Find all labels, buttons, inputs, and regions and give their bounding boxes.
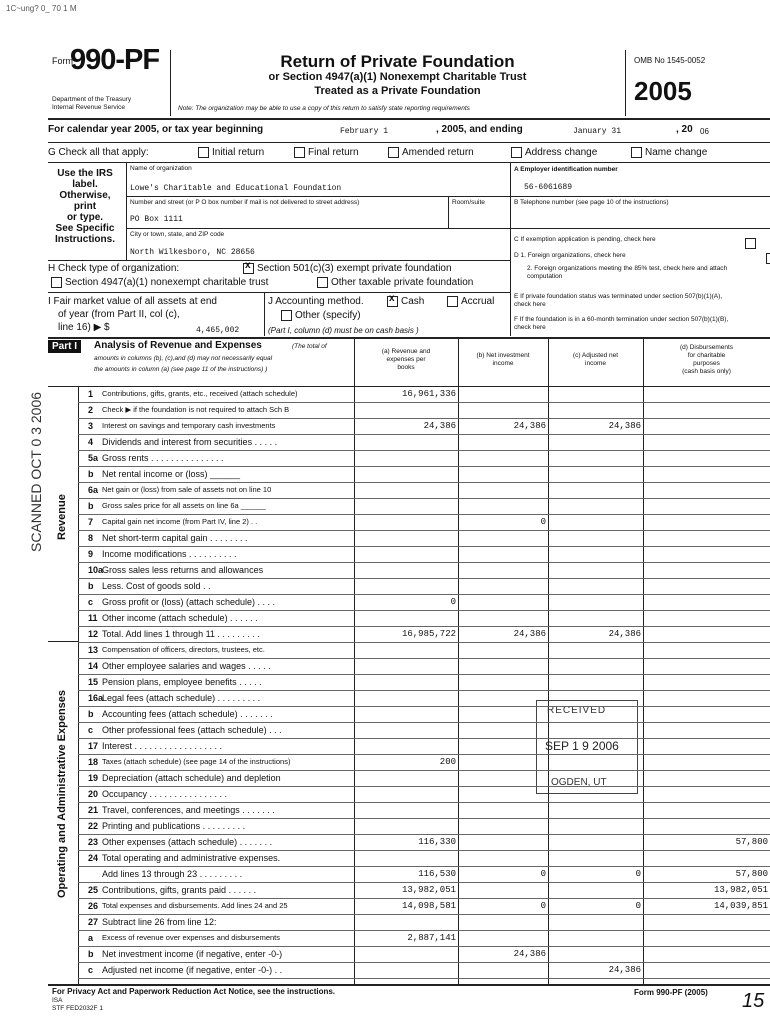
corner-annotation: 1C~ung? 0_ 70 1 M [6, 4, 77, 13]
line-number: 16a [88, 693, 104, 703]
line-number: 9 [88, 549, 94, 559]
stamp-received: RECEIVED [547, 705, 607, 716]
checkbox-checked[interactable] [243, 263, 254, 274]
line-description: Other expenses (attach schedule) . . . . . . . [102, 837, 273, 847]
line-number: 6a [88, 485, 99, 495]
form-title: Return of Private Foundation [280, 52, 515, 71]
line-description: Depreciation (attach schedule) and depletion [102, 773, 281, 783]
line-description: Gross sales price for all assets on line 6a ______ [102, 501, 266, 510]
line-description: Subtract line 26 from line 12: [102, 917, 217, 927]
isa-label: ISA [52, 997, 63, 1004]
line-description: Travel, conferences, and meetings . . . . . . . [102, 805, 275, 815]
check-g-label: G Check all that apply: [48, 147, 149, 158]
line-number: b [88, 501, 94, 511]
line-number: 22 [88, 821, 99, 831]
j-other[interactable]: Other (specify) [278, 310, 361, 321]
line-number: b [88, 949, 94, 959]
begin-date[interactable]: February 1 [340, 127, 389, 136]
org-street[interactable]: PO Box 1111 [130, 215, 183, 224]
part-label: Part I [48, 340, 81, 353]
page-mark: 15 [742, 990, 765, 1012]
h-opt1[interactable]: x Section 501(c)(3) exempt private foundation [240, 263, 452, 274]
line-number: 26 [88, 901, 99, 911]
j-accrual[interactable]: Accrual [444, 296, 494, 307]
line-number: 2 [88, 405, 94, 415]
line-description: Gross profit or (loss) (attach schedule) . . . . [102, 597, 276, 607]
line-description: Taxes (attach schedule) (see page 14 of the instructions) [102, 757, 291, 766]
checkbox[interactable] [388, 147, 399, 158]
scanned-stamp: SCANNED OCT 0 3 2006 [28, 391, 44, 552]
line-number: 4 [88, 437, 94, 447]
line-number: 21 [88, 805, 99, 815]
line-number: b [88, 581, 94, 591]
check-name[interactable]: Name change [628, 147, 707, 158]
line-number: 18 [88, 757, 99, 767]
amount-col-d[interactable]: 57,800 [735, 869, 768, 879]
line-number: a [88, 933, 94, 943]
line-number: 5a [88, 453, 99, 463]
j-label: J Accounting method. [268, 296, 364, 307]
year-prefix: , 20 [676, 124, 693, 135]
line-number: 8 [88, 533, 94, 543]
end-year[interactable]: 06 [700, 127, 709, 136]
amount-col-a[interactable]: 116,530 [418, 869, 456, 879]
amount-col-b[interactable]: 0 [540, 517, 546, 527]
form-subtitle-2: Treated as a Private Foundation [314, 85, 481, 97]
j-cash[interactable]: x Cash [384, 296, 424, 307]
check-address[interactable]: Address change [508, 147, 597, 158]
amount-col-a[interactable]: 13,982,051 [401, 885, 456, 895]
e-label: E If private foundation status was terminated under section 507(b)(1)(A), check here [514, 293, 723, 308]
d1-checkbox[interactable] [766, 253, 770, 264]
phone-label: B Telephone number (see page 10 of the instructions) [514, 199, 669, 206]
line-description: Excess of revenue over expenses and disbursements [102, 933, 281, 942]
h-opt3[interactable]: Other taxable private foundation [314, 277, 473, 288]
amount-col-a[interactable]: 116,330 [418, 837, 456, 847]
d1-label: D 1. Foreign organizations, check here [514, 252, 626, 259]
amount-col-a[interactable]: 14,098,581 [401, 901, 456, 911]
check-initial[interactable]: Initial return [195, 147, 264, 158]
form-code: STF FED2032F 1 [52, 1005, 103, 1012]
line-description: Other employee salaries and wages . . . . . [102, 661, 271, 671]
expenses-side-label: Operating and Administrative Expenses [56, 689, 68, 898]
line-description: Dividends and interest from securities . . . . . [102, 437, 278, 447]
amount-col-c[interactable]: 0 [635, 901, 641, 911]
form-ref: Form 990-PF (2005) [634, 988, 708, 997]
amount-col-b[interactable]: 0 [540, 901, 546, 911]
line-number: c [88, 965, 94, 975]
name-label: Name of organization [130, 165, 192, 172]
stamp-date: SEP 1 9 2006 [545, 739, 619, 753]
line-number: 17 [88, 741, 99, 751]
line-number: 12 [88, 629, 99, 639]
line-description: Net short-term capital gain . . . . . . . . [102, 533, 248, 543]
form-note: Note: The organization may be able to use a copy of this return to satisfy state reporting requirements [178, 105, 470, 112]
line-number: 19 [88, 773, 99, 783]
line-number: 27 [88, 917, 99, 927]
form-word: Form [52, 56, 73, 66]
city-label: City or town, state, and ZIP code [130, 231, 225, 238]
line-number: 11 [88, 613, 98, 623]
c-label: C If exemption application is pending, check here [514, 236, 656, 243]
amount-col-a[interactable]: 24,386 [423, 421, 456, 431]
col-c-header: (c) Adjusted net income [572, 352, 619, 367]
line-description: Add lines 13 through 23 . . . . . . . . . [102, 869, 243, 879]
amount-col-a[interactable]: 0 [450, 597, 456, 607]
part-desc-1: (The total of [292, 343, 327, 350]
stamp-place: OGDEN, UT [551, 777, 607, 788]
line-number: 10a [88, 565, 104, 575]
line-number: 20 [88, 789, 99, 799]
irs-label: Internal Revenue Service [52, 104, 125, 111]
line-description: Printing and publications . . . . . . . . . [102, 821, 246, 831]
amount-col-a[interactable]: 200 [439, 757, 456, 767]
line-description: Less. Cost of goods sold . . [102, 581, 211, 591]
line-description: Contributions, gifts, grants paid . . . . . . [102, 885, 257, 895]
revenue-side-label: Revenue [56, 494, 68, 540]
privacy-notice: For Privacy Act and Paperwork Reduction Act Notice, see the instructions. [52, 987, 336, 996]
checkbox-checked[interactable] [387, 296, 398, 307]
org-city[interactable]: North Wilkesboro, NC 28656 [130, 248, 255, 257]
ein-value[interactable]: 56-6061689 [524, 183, 573, 192]
h-label: H Check type of organization: [48, 263, 180, 274]
part-desc-3: the amounts in column (a) (see page 11 of the instructions) ) [94, 366, 268, 373]
form-subtitle-1: or Section 4947(a)(1) Nonexempt Charitable Trust [268, 71, 527, 83]
line-number: 1 [88, 389, 94, 399]
i-line2: of year (from Part II, col (c), [58, 309, 180, 320]
line-description: Other income (attach schedule) . . . . . . [102, 613, 258, 623]
street-label: Number and street (or P O box number if mail is not delivered to street address) [130, 199, 360, 206]
line-description: Total expenses and disbursements. Add lines 24 and 25 [102, 901, 288, 910]
line-number: b [88, 469, 94, 479]
line-number: 23 [88, 837, 99, 847]
line-description: Net gain or (loss) from sale of assets not on line 10 [102, 485, 272, 494]
line-description: Net rental income or (loss) ______ [102, 469, 241, 479]
f-label: F If the foundation is in a 60-month termination under section 507(b)(1)(B), check here [514, 316, 729, 331]
checkbox[interactable] [447, 296, 458, 307]
checkbox[interactable] [317, 277, 328, 288]
line-number: 7 [88, 517, 94, 527]
line-description: Total. Add lines 1 through 11 . . . . . . . . . [102, 629, 260, 639]
line-number: 14 [88, 661, 99, 671]
amount-col-d[interactable]: 13,982,051 [713, 885, 768, 895]
received-stamp [536, 700, 638, 794]
end-date[interactable]: January 31 [573, 127, 622, 136]
col-a-header: (a) Revenue and expenses per books [381, 348, 431, 371]
d2-label: 2. Foreign organizations meeting the 85% test, check here and attach computation [527, 265, 728, 280]
amount-col-d[interactable]: 14,039,851 [713, 901, 768, 911]
checkbox[interactable] [281, 310, 292, 321]
line-number: 13 [88, 645, 99, 655]
fmv-value[interactable]: 4,465,002 [196, 326, 240, 335]
org-name[interactable]: Lowe's Charitable and Educational Foundation [130, 184, 342, 193]
calendar-label: For calendar year 2005, or tax year beginning [48, 124, 264, 135]
line-description: Compensation of officers, directors, trustees, etc. [102, 645, 265, 654]
amount-col-c[interactable]: 24,386 [608, 629, 641, 639]
line-description: Gross rents . . . . . . . . . . . . . . . [102, 453, 224, 463]
amount-col-b[interactable]: 24,386 [513, 421, 546, 431]
checkbox[interactable] [51, 277, 62, 288]
line-number: c [88, 597, 94, 607]
i-line1: I Fair market value of all assets at end [48, 296, 217, 307]
amount-col-a[interactable]: 2,887,141 [407, 933, 456, 943]
part-title: Analysis of Revenue and Expenses [94, 340, 262, 351]
c-checkbox[interactable] [745, 238, 756, 249]
line-description: Interest on savings and temporary cash investments [102, 421, 276, 430]
part-desc-2: amounts in columns (b), (c),and (d) may not necessarily equal [94, 355, 273, 362]
checkbox[interactable] [631, 147, 642, 158]
amount-col-c[interactable]: 24,386 [608, 965, 641, 975]
amount-col-c[interactable]: 24,386 [608, 421, 641, 431]
line-description: Pension plans, employee benefits . . . . . [102, 677, 262, 687]
amount-col-b[interactable]: 0 [540, 869, 546, 879]
line-description: Total operating and administrative expenses. [102, 853, 281, 863]
dept-label: Department of the Treasury [52, 96, 132, 103]
checkbox[interactable] [198, 147, 209, 158]
amount-col-a[interactable]: 16,985,722 [401, 629, 456, 639]
check-final[interactable]: Final return [291, 147, 359, 158]
h-opt2[interactable]: Section 4947(a)(1) nonexempt charitable trust [48, 277, 268, 288]
j-note: (Part I, column (d) must be on cash basis ) [268, 326, 419, 335]
ein-label: A Employer identification number [514, 166, 618, 173]
line-number: b [88, 709, 94, 719]
line-description: Capital gain net income (from Part IV, line 2) . . [102, 517, 258, 526]
line-description: Income modifications . . . . . . . . . . [102, 549, 237, 559]
line-number: 3 [88, 421, 94, 431]
col-d-header: (d) Disbursements for charitable purposes (cash basis only) [679, 344, 734, 375]
line-description: Other professional fees (attach schedule) . . . [102, 725, 282, 735]
amount-col-b[interactable]: 24,386 [513, 949, 546, 959]
line-description: Accounting fees (attach schedule) . . . . . . . [102, 709, 273, 719]
line-number: 24 [88, 853, 99, 863]
tax-year: 2005 [634, 76, 692, 106]
line-number: 25 [88, 885, 99, 895]
col-b-header: (b) Net investment income [476, 352, 530, 367]
line-description: Net investment income (if negative, enter -0-) [102, 949, 283, 959]
line-description: Interest . . . . . . . . . . . . . . . . . . [102, 741, 223, 751]
line-number: 15 [88, 677, 99, 687]
checkbox[interactable] [511, 147, 522, 158]
amount-col-a[interactable]: 16,961,336 [401, 389, 456, 399]
line-description: Gross sales less returns and allowances [102, 565, 264, 575]
checkbox[interactable] [294, 147, 305, 158]
line-number: c [88, 725, 94, 735]
omb-number: OMB No 1545-0052 [634, 56, 706, 65]
room-label: Room/suite [452, 199, 485, 206]
line-description: Check ▶ if the foundation is not required to attach Sch B [102, 405, 290, 414]
amount-col-c[interactable]: 0 [635, 869, 641, 879]
line-description: Contributions, gifts, grants, etc., received (attach schedule) [102, 389, 298, 398]
use-irs-label: Use the IRS label. Otherwise, print or type. See Specific Instructions. [54, 168, 115, 245]
amount-col-b[interactable]: 24,386 [513, 629, 546, 639]
line-description: Occupancy . . . . . . . . . . . . . . . . [102, 789, 228, 799]
calendar-mid: , 2005, and ending [436, 124, 523, 135]
i-line3: line 16) ▶ $ [58, 322, 110, 333]
check-amended[interactable]: Amended return [385, 147, 474, 158]
line-description: Adjusted net income (if negative, enter -0-) . . [102, 965, 283, 975]
form-number: 990-PF [70, 44, 160, 76]
amount-col-d[interactable]: 57,800 [735, 837, 768, 847]
line-description: Legal fees (attach schedule) . . . . . . . . . [102, 693, 261, 703]
